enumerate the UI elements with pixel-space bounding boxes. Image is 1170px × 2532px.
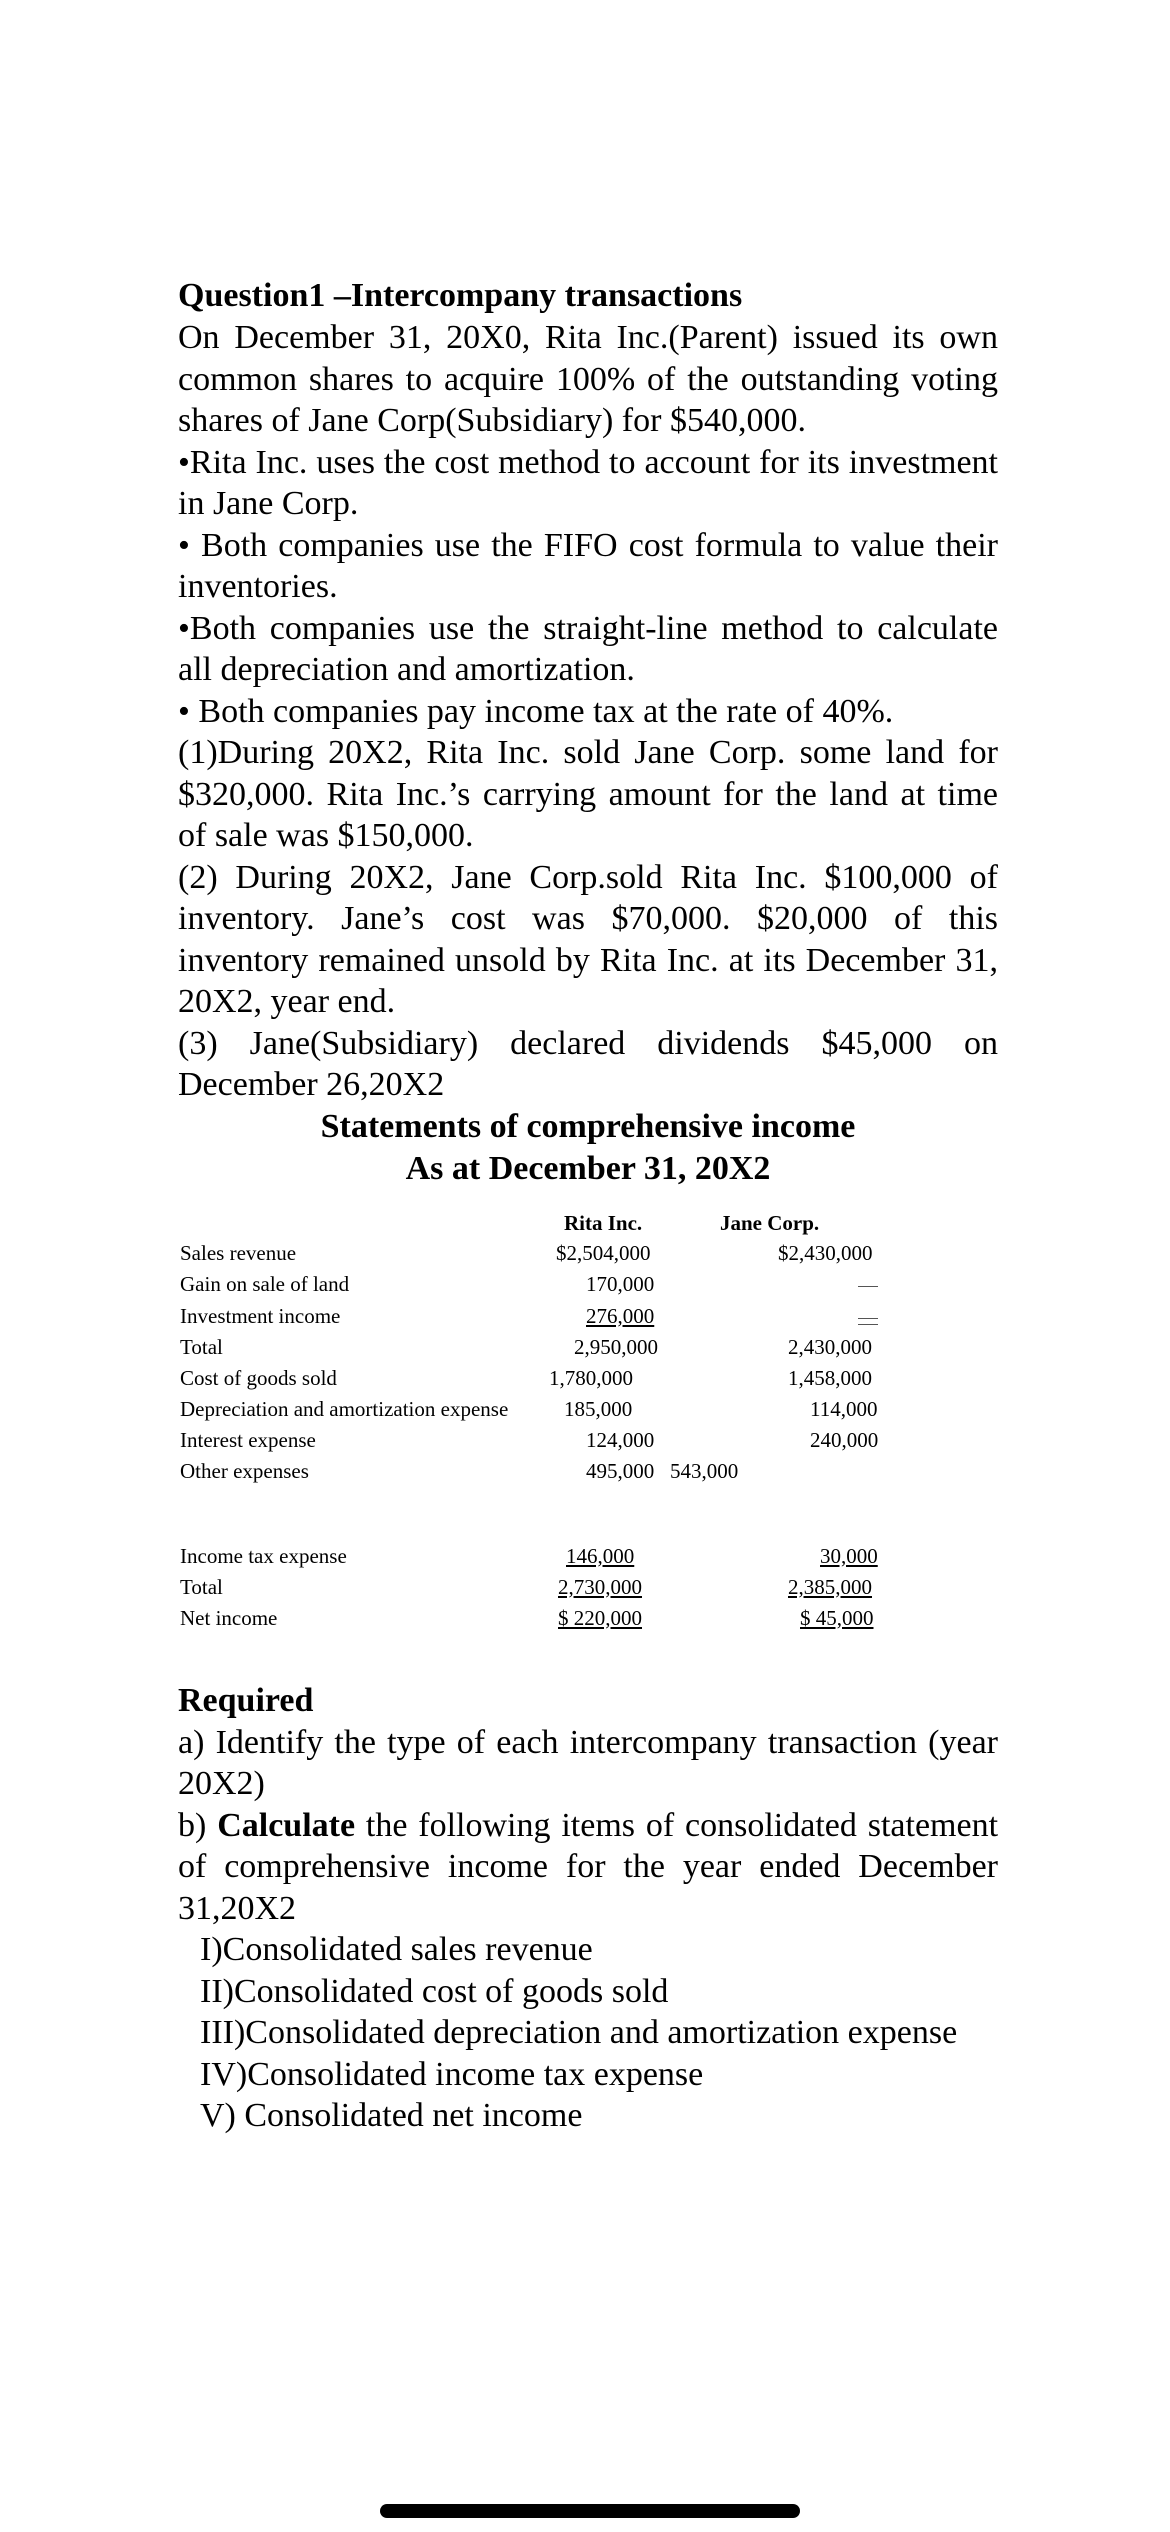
row-label-net-income: Net income xyxy=(180,1605,278,1630)
row-label-sales-revenue: Sales revenue xyxy=(180,1240,297,1265)
row-label-income-tax: Income tax expense xyxy=(180,1543,347,1568)
jane-total-expenses: 2,385,000 xyxy=(788,1574,872,1599)
bullet-straight-line: •Both companies use the straight-line method to calculate all depreciation and amortization. xyxy=(178,609,998,688)
income-statement-table xyxy=(178,1210,998,1680)
jane-net-income: $ 45,000 xyxy=(800,1605,874,1630)
required-part-b xyxy=(178,1805,998,1930)
required-title: Required xyxy=(178,1681,314,1719)
required-part-b-calculate: Calculate xyxy=(217,1806,356,1844)
row-label-gain-on-land: Gain on sale of land xyxy=(180,1271,350,1296)
rita-gain-on-land: 170,000 xyxy=(586,1271,655,1296)
rita-income-tax: 146,000 xyxy=(566,1543,635,1568)
jane-sales-revenue: $2,430,000 xyxy=(778,1240,873,1265)
required-item-income-tax: IV)Consolidated income tax expense xyxy=(200,2055,704,2093)
rita-net-income: $ 220,000 xyxy=(558,1605,642,1630)
row-label-depreciation: Depreciation and amortization expense xyxy=(180,1396,509,1421)
jane-gain-on-land-dash xyxy=(858,1286,878,1288)
required-item-depreciation: III)Consolidated depreciation and amortization expense xyxy=(200,2014,958,2051)
bullet-income-tax: • Both companies pay income tax at the rate of 40%. xyxy=(178,692,894,730)
row-label-cogs: Cost of goods sold xyxy=(180,1365,337,1390)
required-part-b-prefix: b) xyxy=(178,1806,207,1844)
bullet-cost-method: •Rita Inc. uses the cost method to account for its investment in Jane Corp. xyxy=(178,443,998,522)
jane-interest-expense: 240,000 xyxy=(810,1427,879,1452)
required-item-net-income: V) Consolidated net income xyxy=(200,2097,583,2134)
rita-depreciation: 185,000 xyxy=(564,1396,633,1421)
rita-total-revenue: 2,950,000 xyxy=(574,1334,658,1359)
column-header-jane: Jane Corp. xyxy=(720,1210,820,1235)
home-indicator-bar[interactable] xyxy=(380,2504,800,2518)
jane-cogs: 1,458,000 xyxy=(788,1365,872,1390)
row-label-total-revenue: Total xyxy=(180,1334,223,1359)
statement-subtitle: As at December 31, 20X2 xyxy=(405,1149,771,1187)
transaction-1-land-sale: (1)During 20X2, Rita Inc. sold Jane Corp. some land for $320,000. Rita Inc.’s carrying amount for the land at time of sale was $150,000. xyxy=(178,734,998,854)
required-part-b-text: the following items of consolidated statement of comprehensive income for the year ended December 31,20X2 xyxy=(178,1806,999,1927)
required-part-a: a) Identify the type of each intercompany transaction (year 20X2) xyxy=(178,1723,998,1802)
row-label-interest-expense: Interest expense xyxy=(180,1427,316,1452)
jane-total-revenue: 2,430,000 xyxy=(788,1334,872,1359)
rita-sales-revenue: $2,504,000 xyxy=(556,1240,651,1265)
transaction-3-dividends: (3) Jane(Subsidiary) declared dividends $45,000 on December 26,20X2 xyxy=(178,1024,998,1103)
row-label-other-expenses: Other expenses xyxy=(180,1458,309,1483)
jane-investment-income-underline xyxy=(858,1324,878,1326)
jane-investment-income-dash xyxy=(858,1318,878,1320)
question-intro: On December 31, 20X0, Rita Inc.(Parent) issued its own common shares to acquire 100% of the outstanding voting shares of Jane Corp(Subsidiary) for $540,000. xyxy=(178,319,998,439)
column-header-rita: Rita Inc. xyxy=(564,1210,643,1235)
row-label-investment-income: Investment income xyxy=(180,1303,341,1328)
question-title: Question1 –Intercompany transactions xyxy=(178,277,743,314)
row-label-total-expenses: Total xyxy=(180,1574,223,1599)
transaction-2-inventory-sale: (2) During 20X2, Jane Corp.sold Rita Inc. $100,000 of inventory. Jane’s cost was $70,000. $20,000 of this inventory remained unsold by Rita Inc. at its December 31, 20X2, year end. xyxy=(178,858,998,1020)
statement-title: Statements of comprehensive income xyxy=(320,1107,856,1145)
jane-depreciation: 114,000 xyxy=(810,1396,878,1421)
rita-total-expenses: 2,730,000 xyxy=(558,1574,642,1599)
required-item-sales-revenue: I)Consolidated sales revenue xyxy=(200,1931,593,1968)
jane-other-expenses: 543,000 xyxy=(670,1458,739,1483)
bullet-fifo: • Both companies use the FIFO cost formula to value their inventories. xyxy=(178,526,998,605)
rita-other-expenses: 495,000 xyxy=(586,1458,655,1483)
document-page xyxy=(178,275,998,2137)
required-item-cogs: II)Consolidated cost of goods sold xyxy=(200,1972,669,2010)
rita-cogs: 1,780,000 xyxy=(549,1365,633,1390)
jane-income-tax: 30,000 xyxy=(820,1543,878,1568)
rita-investment-income: 276,000 xyxy=(586,1303,655,1328)
rita-interest-expense: 124,000 xyxy=(586,1427,655,1452)
